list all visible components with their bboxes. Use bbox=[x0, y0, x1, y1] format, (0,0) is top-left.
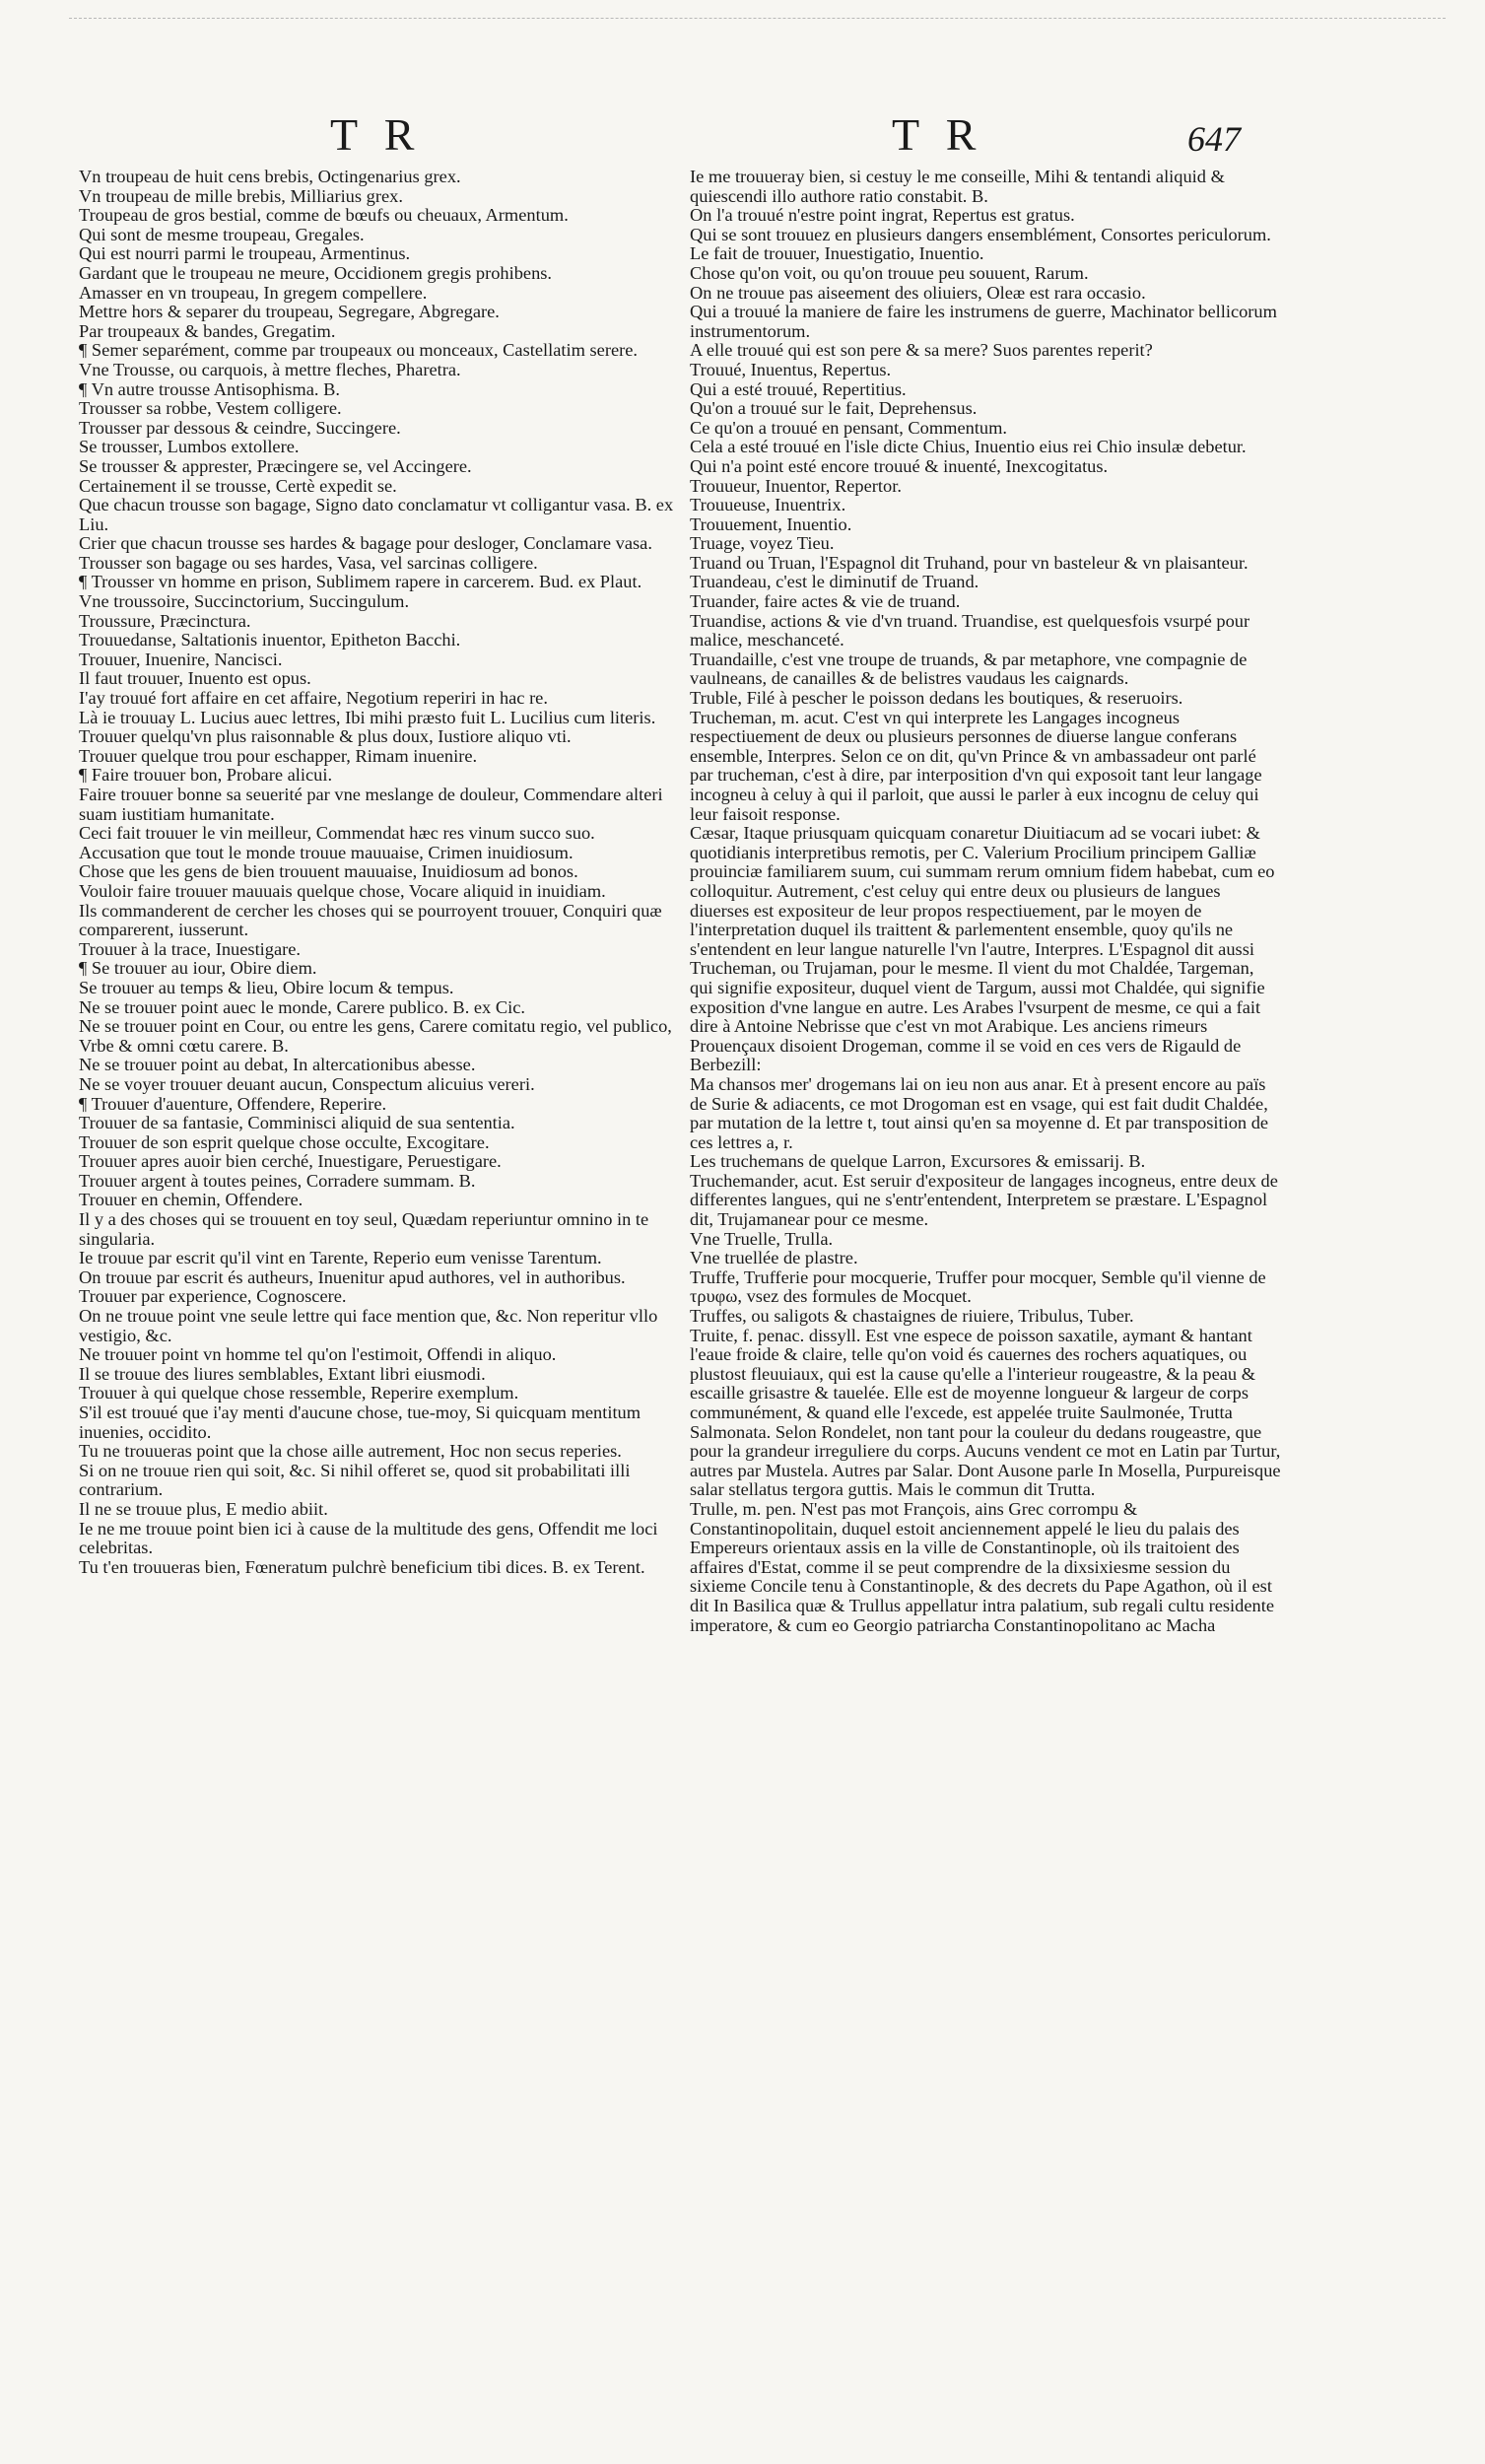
dictionary-entry: Par troupeaux & bandes, Gregatim. bbox=[79, 320, 336, 341]
dictionary-entry: Trouuer argent à toutes peines, Corradere summam. B. bbox=[79, 1170, 476, 1191]
dictionary-entry: Truandise, actions & vie d'vn truand. Truandise, est quelquesfois vsurpé pour malice, meschanceté. bbox=[690, 610, 1250, 650]
dictionary-entry: Amasser en vn troupeau, In gregem compellere. bbox=[79, 282, 428, 303]
dictionary-entry: On ne trouue point vne seule lettre qui face mention que, &c. Non reperitur vllo vestigio, &c. bbox=[79, 1306, 658, 1345]
dictionary-entry: Ce qu'on a trouué en pensant, Commentum. bbox=[690, 417, 1008, 438]
dictionary-entry: Ne trouuer point vn homme tel qu'on l'estimoit, Offendi in aliquo. bbox=[79, 1344, 557, 1365]
dictionary-entry: Qui se sont trouuez en plusieurs dangers ensemblément, Consortes periculorum. bbox=[690, 224, 1271, 244]
dictionary-entry: On trouue par escrit és autheurs, Inuenitur apud authores, vel in authoribus. bbox=[79, 1266, 626, 1287]
dictionary-entry: Cela a esté trouué en l'isle dicte Chius, Inuentio eius rei Chio insulæ debetur. bbox=[690, 437, 1247, 457]
dictionary-entry: ¶ Se trouuer au iour, Obire diem. bbox=[79, 958, 317, 979]
dictionary-entry: Trouuer quelque trou pour eschapper, Rimam inuenire. bbox=[79, 745, 478, 766]
dictionary-entry: Vouloir faire trouuer mauuais quelque chose, Vocare aliquid in inuidiam. bbox=[79, 880, 606, 901]
dictionary-entry: Trouuer à qui quelque chose ressemble, Reperire exemplum. bbox=[79, 1383, 519, 1403]
dictionary-entry: Trousser sa robbe, Vestem colligere. bbox=[79, 398, 342, 419]
dictionary-entry: A elle trouué qui est son pere & sa mere? Suos parentes reperit? bbox=[690, 340, 1153, 361]
running-head-left: T R bbox=[330, 109, 423, 160]
dictionary-entry: Chose qu'on voit, ou qu'on trouue peu souuent, Rarum. bbox=[690, 262, 1089, 283]
dictionary-entry: I'ay trouué fort affaire en cet affaire, Negotium reperiri in hac re. bbox=[79, 688, 548, 709]
dictionary-entry: Truffes, ou saligots & chastaignes de riuiere, Tribulus, Tuber. bbox=[690, 1306, 1134, 1327]
dictionary-entry: Ne se trouuer point en Cour, ou entre les gens, Carere comitatu regio, vel publico, Vrbe & omni cœtu carere. B. bbox=[79, 1016, 672, 1056]
dictionary-entry: Vne truellée de plastre. bbox=[690, 1248, 858, 1268]
dictionary-entry: Qui a trouué la maniere de faire les instrumens de guerre, Machinator bellicorum instrumentorum. bbox=[690, 302, 1277, 341]
top-rule bbox=[69, 18, 1446, 19]
dictionary-entry: Truite, f. penac. dissyll. Est vne espece de poisson saxatile, aymant & hantant l'eaue froide & claire, telle qu'on void és cauernes des rochers aquatiques, ou plustost fleuuiaux, qui est la cause qu'elle a l'interieur rougeastre, & la peau & escaille grisastre & tauelée. Elle est de moyenne longueur & largeur de corps communément, & quand elle l'excede, est appelée truite Saulmonée, Trutta Salmonata. Selon Rondelet, non tant pour la couleur du dedans rougeastre, que pour la grandeur irreguliere du corps. Aucuns vendent ce mot en Latin par Turtur, autres par Mustela. Autres par Salar. Dont Ausone parle In Mosella, Purpureisque salar stellatus tergora guttis. Mais le commun dit Trutta. bbox=[690, 1325, 1281, 1500]
dictionary-entry: Trousser par dessous & ceindre, Succingere. bbox=[79, 417, 401, 438]
dictionary-entry: Vne Truelle, Trulla. bbox=[690, 1228, 834, 1249]
dictionary-entry: Mettre hors & separer du troupeau, Segregare, Abgregare. bbox=[79, 302, 500, 322]
dictionary-entry: Ne se trouuer point au debat, In altercationibus abesse. bbox=[79, 1055, 476, 1075]
dictionary-entry: Vn troupeau de mille brebis, Milliarius grex. bbox=[79, 185, 403, 206]
dictionary-entry: Ma chansos mer' drogemans lai on ieu non aus anar. Et à present encore au païs de Surie & adiacents, ce mot Drogoman est en vsage, qui est fait dudit Chaldée, par mutation de la lettre t, tout ainsi qu'en sa moyenne d. Et par transposition de ces lettres a, r. bbox=[690, 1073, 1269, 1152]
dictionary-entry: ¶ Vn autre trousse Antisophisma. B. bbox=[79, 378, 340, 399]
right-column bbox=[690, 168, 1281, 1635]
dictionary-entry: Faire trouuer bonne sa seuerité par vne meslange de douleur, Commendare alteri suam iustitiam humanitate. bbox=[79, 785, 663, 824]
dictionary-entry: On ne trouue pas aiseement des oliuiers, Oleæ est rara occasio. bbox=[690, 282, 1146, 303]
dictionary-entry: Truage, voyez Tieu. bbox=[690, 533, 835, 554]
dictionary-entry: ¶ Semer separément, comme par troupeaux ou monceaux, Castellatim serere. bbox=[79, 340, 638, 361]
dictionary-entry: Trouuedanse, Saltationis inuentor, Epitheton Bacchi. bbox=[79, 630, 461, 650]
dictionary-entry: Qui sont de mesme troupeau, Gregales. bbox=[79, 224, 365, 244]
dictionary-entry: Truandaille, c'est vne troupe de truands, & par metaphore, vne compagnie de vaulneans, de canailles & de belistres vaudaus les caignards. bbox=[690, 649, 1248, 689]
dictionary-entry: Truandeau, c'est le diminutif de Truand. bbox=[690, 572, 979, 592]
dictionary-entry: Trouueuse, Inuentrix. bbox=[690, 495, 846, 515]
dictionary-entry: Trousser son bagage ou ses hardes, Vasa, vel sarcinas colligere. bbox=[79, 552, 538, 573]
dictionary-entry: Vne troussoire, Succinctorium, Succingulum. bbox=[79, 591, 410, 612]
dictionary-entry: Que chacun trousse son bagage, Signo dato conclamatur vt colligantur vasa. B. ex Liu. bbox=[79, 495, 674, 534]
dictionary-entry: Troussure, Præcinctura. bbox=[79, 610, 251, 631]
dictionary-entry: Il faut trouuer, Inuento est opus. bbox=[79, 668, 311, 689]
dictionary-entry: Troupeau de gros bestial, comme de bœufs ou cheuaux, Armentum. bbox=[79, 205, 569, 226]
dictionary-entry: ¶ Faire trouuer bon, Probare alicui. bbox=[79, 765, 333, 786]
dictionary-entry: Trouuer à la trace, Inuestigare. bbox=[79, 938, 302, 959]
dictionary-entry: Trouuer de son esprit quelque chose occulte, Excogitare. bbox=[79, 1131, 490, 1152]
dictionary-entry: Ne se trouuer point auec le monde, Carere publico. B. ex Cic. bbox=[79, 996, 525, 1017]
dictionary-entry: Là ie trouuay L. Lucius auec lettres, Ibi mihi præsto fuit L. Lucilius cum literis. bbox=[79, 707, 656, 727]
dictionary-entry: Trucheman, m. acut. C'est vn qui interprete les Langages incogneus respectiuement de deux ou plusieurs personnes de diuerse langue conferans ensemble, Interpres. Selon ce on dit, qu'vn Prince & vn ambassadeur ont parlé par trucheman, c'est à dire, par interposition d'vn qui exposoit tant leur langage incogneu à celuy à qui il parloit, que aussi le parler à eux incognu de celuy qui leur faisoit response. bbox=[690, 707, 1262, 824]
dictionary-entry: Les truchemans de quelque Larron, Excursores & emissarij. B. bbox=[690, 1151, 1146, 1172]
dictionary-entry: Si on ne trouue rien qui soit, &c. Si nihil offeret se, quod sit probabilitati illi contrarium. bbox=[79, 1460, 631, 1500]
dictionary-entry: Cæsar, Itaque priusquam quicquam conaretur Diuitiacum ad se vocari iubet: & quotidianis interpretibus remotis, per C. Valerium Procilium principem Galliæ prouinciæ familiarem suum, cui summam rerum omnium fidem habebat, cum eo colloquitur. Autrement, c'est celuy qui entre deux ou plusieurs de langues diuerses est expositeur de leur propos respectiuement, par le moyen de l'interpretation duquel ils traittent & parlementent ensemble, quoy qu'ils ne s'entendent en leur langue naturelle l'vn l'autre, Interpres. L'Espagnol dit aussi Trucheman, ou Trujaman, pour le mesme. Il vient du mot Chaldée, Targeman, qui signifie expositeur, duquel vient de Targum, aussi mot Chaldée, qui signifie exposition d'vne langue en autre. Les Arabes l'vsurpent de mesme, ce qui a fait dire à Antoine Nebrisse que c'est vn mot Arabique. Les anciens rimeurs Prouençaux disoient Drogeman, comme il se void en ces vers de Rigauld de Berbezill: bbox=[690, 823, 1275, 1075]
dictionary-entry: Trouuer, Inuenire, Nancisci. bbox=[79, 649, 283, 669]
dictionary-entry: Qu'on a trouué sur le fait, Deprehensus. bbox=[690, 398, 978, 419]
dictionary-entry: Il se trouue des liures semblables, Extant libri eiusmodi. bbox=[79, 1363, 486, 1384]
dictionary-entry: Vn troupeau de huit cens brebis, Octingenarius grex. bbox=[79, 167, 461, 186]
dictionary-entry: Le fait de trouuer, Inuestigatio, Inuentio. bbox=[690, 243, 984, 264]
dictionary-entry: Ne se voyer trouuer deuant aucun, Conspectum alicuius vereri. bbox=[79, 1073, 535, 1094]
dictionary-entry: Se trouuer au temps & lieu, Obire locum & tempus. bbox=[79, 977, 454, 997]
dictionary-entry: Ie ne me trouue point bien ici à cause de la multitude des gens, Offendit me loci celebritas. bbox=[79, 1518, 658, 1558]
dictionary-entry: Se trousser & apprester, Præcingere se, vel Accingere. bbox=[79, 455, 472, 476]
dictionary-entry: Ie me trouueray bien, si cestuy le me conseille, Mihi & tentandi aliquid & quiescendi illo authore ratio constabit. B. bbox=[690, 167, 1225, 206]
dictionary-entry: Trouuer quelqu'vn plus raisonnable & plus doux, Iustiore aliquo vti. bbox=[79, 726, 572, 747]
dictionary-entry: Qui est nourri parmi le troupeau, Armentinus. bbox=[79, 243, 411, 264]
dictionary-entry: Tu t'en trouueras bien, Fœneratum pulchrè beneficium tibi dices. B. ex Terent. bbox=[79, 1556, 645, 1577]
dictionary-entry: Trouué, Inuentus, Repertus. bbox=[690, 359, 892, 379]
dictionary-entry: Qui n'a point esté encore trouué & inuenté, Inexcogitatus. bbox=[690, 455, 1109, 476]
page-number: 647 bbox=[1187, 119, 1241, 159]
running-head-right: T R bbox=[892, 109, 984, 160]
dictionary-entry: Trulle, m. pen. N'est pas mot François, ains Grec corrompu & Constantinopolitain, duquel estoit anciennement appelé le lieu du palais des Empereurs orientaux assis en la ville de Constantinople, où ils traitoient des affaires d'Estat, comme il se peut comprendre de la dixsixiesme session du sixieme Concile tenu à Constantinople, & des decrets du Pape Agathon, où il est dit In Basilica quæ & Trullus appellatur intra palatium, sub regali cultu residente imperatore, & cum eo Georgio patriarcha Constantinopolitano ac Macha bbox=[690, 1498, 1274, 1635]
dictionary-entry: Il y a des choses qui se trouuent en toy seul, Quædam reperiuntur omnino in te singularia. bbox=[79, 1209, 649, 1249]
dictionary-entry: Truffe, Trufferie pour mocquerie, Truffer pour mocquer, Semble qu'il vienne de τρυφω, vsez des formules de Mocquet. bbox=[690, 1266, 1266, 1307]
dictionary-entry: ¶ Trouuer d'auenture, Offendere, Reperire. bbox=[79, 1093, 387, 1114]
dictionary-entry: ¶ Trousser vn homme en prison, Sublimem rapere in carcerem. Bud. ex Plaut. bbox=[79, 572, 642, 592]
dictionary-entry: Accusation que tout le monde trouue mauuaise, Crimen inuidiosum. bbox=[79, 842, 574, 862]
dictionary-entry: Truand ou Truan, l'Espagnol dit Truhand, pour vn basteleur & vn plaisanteur. bbox=[690, 552, 1249, 573]
dictionary-entry: Trouuer par experience, Cognoscere. bbox=[79, 1286, 347, 1307]
dictionary-entry: Tu ne trouueras point que la chose aille autrement, Hoc non secus reperies. bbox=[79, 1441, 622, 1462]
dictionary-entry: Vne Trousse, ou carquois, à mettre fleches, Pharetra. bbox=[79, 359, 461, 379]
dictionary-entry: Ie trouue par escrit qu'il vint en Tarente, Reperio eum venisse Tarentum. bbox=[79, 1248, 602, 1268]
dictionary-entry: Trouuement, Inuentio. bbox=[690, 513, 852, 534]
dictionary-entry: Ils commanderent de cercher les choses qui se pourroyent trouuer, Conquiri quæ comparerent, iusserunt. bbox=[79, 900, 662, 940]
dictionary-entry: Ceci fait trouuer le vin meilleur, Commendat hæc res vinum succo suo. bbox=[79, 823, 595, 844]
dictionary-entry: Truchemander, acut. Est seruir d'expositeur de langages incogneus, entre deux de differentes langues, qui ne s'entr'entendent, Interpretem se præstare. L'Espagnol dit, Trujamanear pour ce mesme. bbox=[690, 1170, 1278, 1230]
dictionary-entry: Certainement il se trousse, Certè expedit se. bbox=[79, 475, 397, 496]
dictionary-entry: On l'a trouué n'estre point ingrat, Repertus est gratus. bbox=[690, 205, 1075, 226]
dictionary-entry: Trouueur, Inuentor, Repertor. bbox=[690, 475, 902, 496]
dictionary-entry: Trouuer en chemin, Offendere. bbox=[79, 1190, 304, 1210]
dictionary-entry: Trouuer apres auoir bien cerché, Inuestigare, Peruestigare. bbox=[79, 1151, 502, 1172]
left-column bbox=[79, 168, 675, 1577]
dictionary-entry: Qui a esté trouué, Repertitius. bbox=[690, 378, 907, 399]
dictionary-entry: S'il est trouué que i'ay menti d'aucune chose, tue-moy, Si quicquam mentitum inuenies, occidito. bbox=[79, 1403, 641, 1442]
dictionary-entry: Gardant que le troupeau ne meure, Occidionem gregis prohibens. bbox=[79, 262, 553, 283]
dictionary-entry: Crier que chacun trousse ses hardes & bagage pour desloger, Conclamare vasa. bbox=[79, 533, 652, 554]
dictionary-entry: Truander, faire actes & vie de truand. bbox=[690, 591, 961, 612]
dictionary-entry: Chose que les gens de bien trouuent mauuaise, Inuidiosum ad bonos. bbox=[79, 861, 578, 882]
dictionary-entry: Trouuer de sa fantasie, Comminisci aliquid de sua sententia. bbox=[79, 1113, 515, 1133]
dictionary-entry: Il ne se trouue plus, E medio abiit. bbox=[79, 1498, 328, 1519]
dictionary-entry: Se trousser, Lumbos extollere. bbox=[79, 437, 300, 457]
dictionary-entry: Truble, Filé à pescher le poisson dedans les boutiques, & reseruoirs. bbox=[690, 688, 1183, 709]
